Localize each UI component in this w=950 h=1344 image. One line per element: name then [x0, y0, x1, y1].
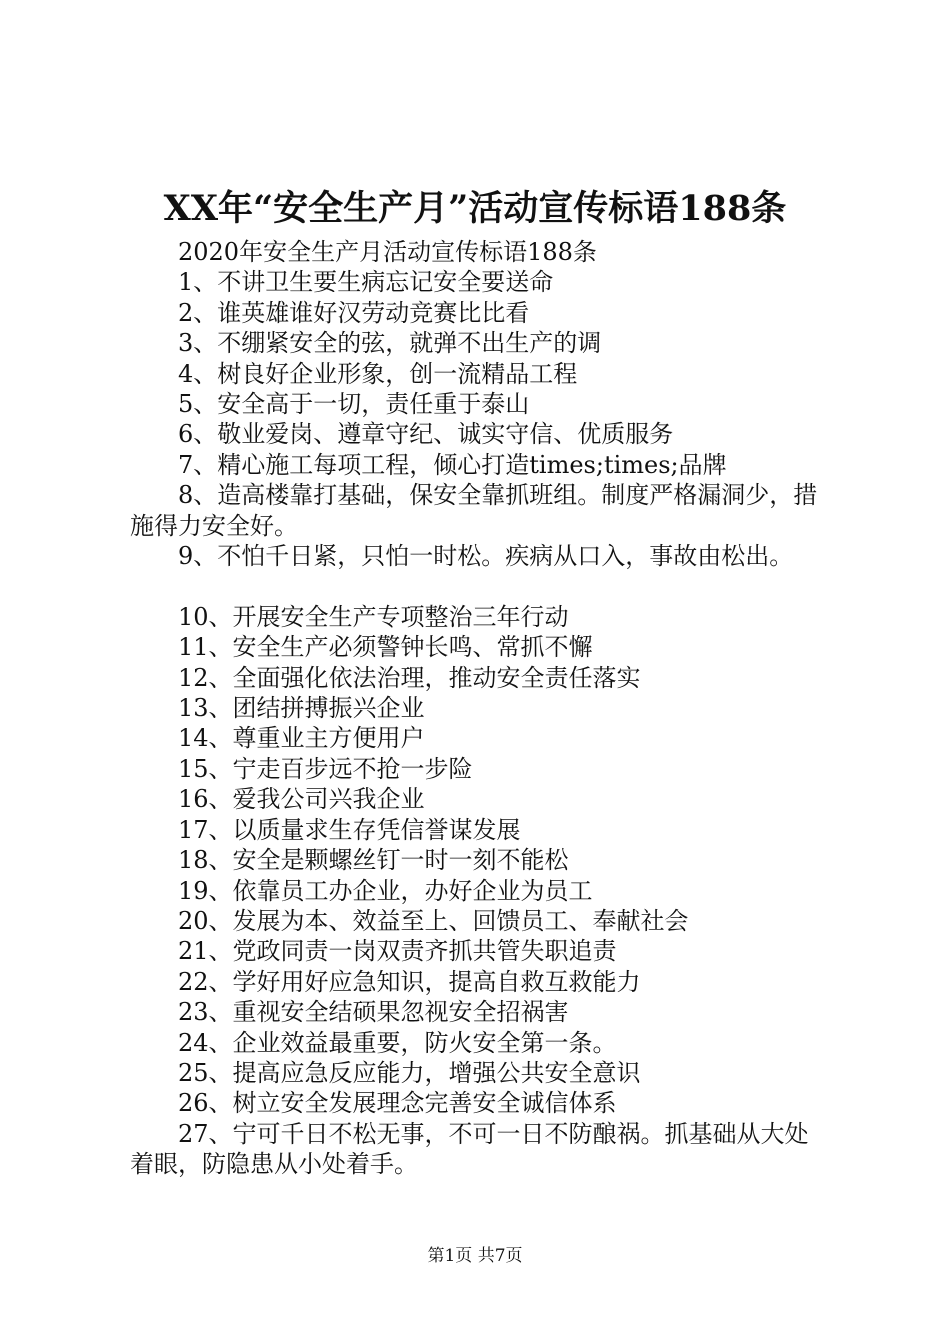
slogan-item: 16、爱我公司兴我企业	[178, 785, 425, 814]
slogan-item: 4、树良好企业形象，创一流精品工程	[178, 359, 578, 388]
slogan-item: 2、谁英雄谁好汉劳动竞赛比比看	[178, 298, 530, 327]
slogan-item: 8、造高楼靠打基础，保安全靠抓班组。制度严格漏洞少，措施得力安全好。	[130, 481, 818, 540]
slogan-item: 19、依靠员工办企业，办好企业为员工	[178, 876, 593, 905]
slogan-item: 6、敬业爱岗、遵章守纪、诚实守信、优质服务	[178, 420, 674, 449]
paragraph-spacer	[130, 571, 830, 601]
slogan-item: 9、不怕千日紧，只怕一时松。疾病从口入，事故由松出。	[178, 542, 794, 571]
document-body	[130, 237, 830, 1180]
slogan-item: 25、提高应急反应能力，增强公共安全意识	[178, 1058, 641, 1087]
slogan-item: 5、安全高于一切，责任重于泰山	[178, 390, 530, 419]
slogan-item: 14、尊重业主方便用户	[178, 724, 425, 753]
slogan-item: 10、开展安全生产专项整治三年行动	[178, 602, 569, 631]
page-footer: 第1页 共7页	[427, 1246, 523, 1266]
slogan-item: 18、安全是颗螺丝钉一时一刻不能松	[178, 846, 569, 875]
slogan-item: 3、不绷紧安全的弦，就弹不出生产的调	[178, 329, 602, 358]
slogan-item: 15、宁走百步远不抢一步险	[178, 754, 473, 783]
slogan-item: 13、团结拼搏振兴企业	[178, 694, 425, 723]
slogan-item: 27、宁可千日不松无事，不可一日不防酿祸。抓基础从大处着眼，防隐患从小处着手。	[130, 1119, 809, 1179]
slogan-item: 12、全面强化依法治理，推动安全责任落实	[178, 663, 641, 692]
slogan-item: 20、发展为本、效益至上、回馈员工、奉献社会	[178, 906, 689, 935]
slogan-item: 22、学好用好应急知识，提高自救互救能力	[178, 967, 641, 996]
slogan-item: 26、树立安全发展理念完善安全诚信体系	[178, 1089, 617, 1118]
slogan-item: 17、以质量求生存凭信誉谋发展	[178, 815, 521, 844]
document-subtitle: 2020年安全生产月活动宣传标语188条	[178, 238, 597, 266]
slogan-item: 21、党政同责一岗双责齐抓共管失职追责	[178, 937, 617, 966]
slogan-item: 11、安全生产必须警钟长鸣、常抓不懈	[178, 633, 593, 662]
document-title: XX年“安全生产月”活动宣传标语188条	[163, 188, 787, 229]
slogan-item: 23、重视安全结硕果忽视安全招祸害	[178, 998, 569, 1027]
slogan-item: 7、精心施工每项工程，倾心打造times;times;品牌	[178, 450, 727, 479]
slogan-item: 1、不讲卫生要生病忘记安全要送命	[178, 268, 554, 297]
slogan-item: 24、企业效益最重要，防火安全第一条。	[178, 1028, 617, 1057]
